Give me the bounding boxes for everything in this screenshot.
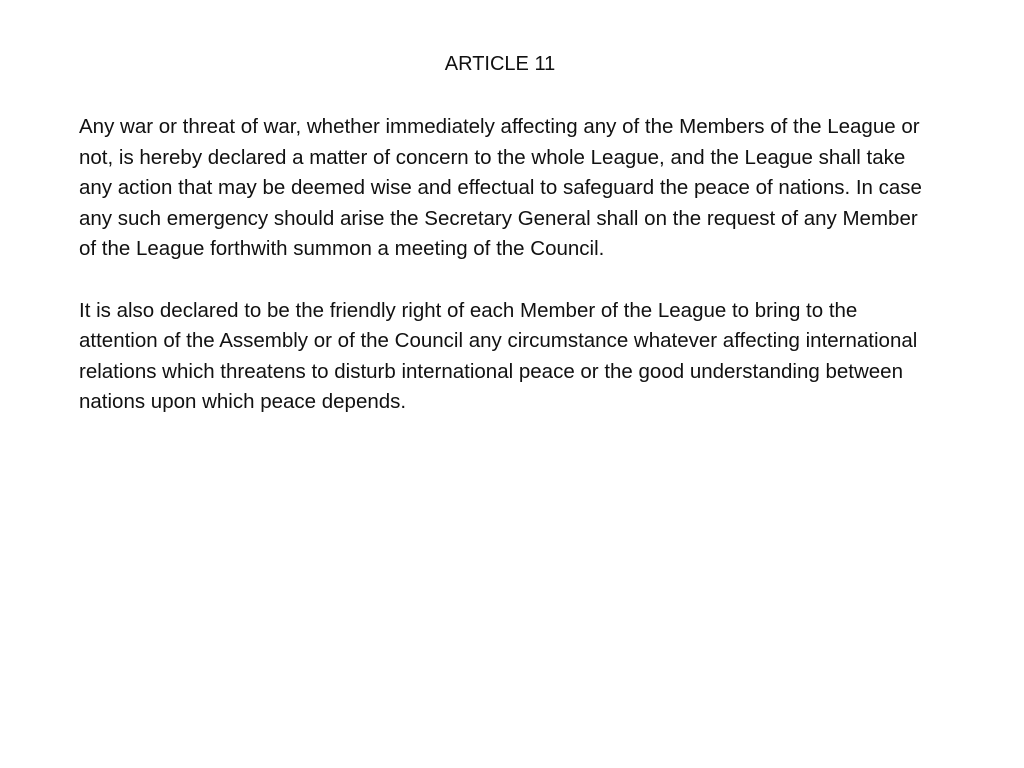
paragraph-2: It is also declared to be the friendly right of each Member of the League to bring to the attention of the Assembly or of the Council any circumstance whatever affecting international relations which threatens to disturb international peace or the good understanding between nations upon which peace depends. [79,298,918,414]
paragraph-1: Any war or threat of war, whether immediately affecting any of the Members of the League or not, is hereby declared a matter of concern to the whole League, and the League shall take any action that may be deemed wise and effectual to safeguard the peace of nations. In case any such emergency should arise the Secretary General shall on the request of any Member of the League forthwith summon a meeting of the Council. [79,115,922,261]
article-title: ARTICLE 11 [444,53,556,75]
article-body [79,112,929,418]
